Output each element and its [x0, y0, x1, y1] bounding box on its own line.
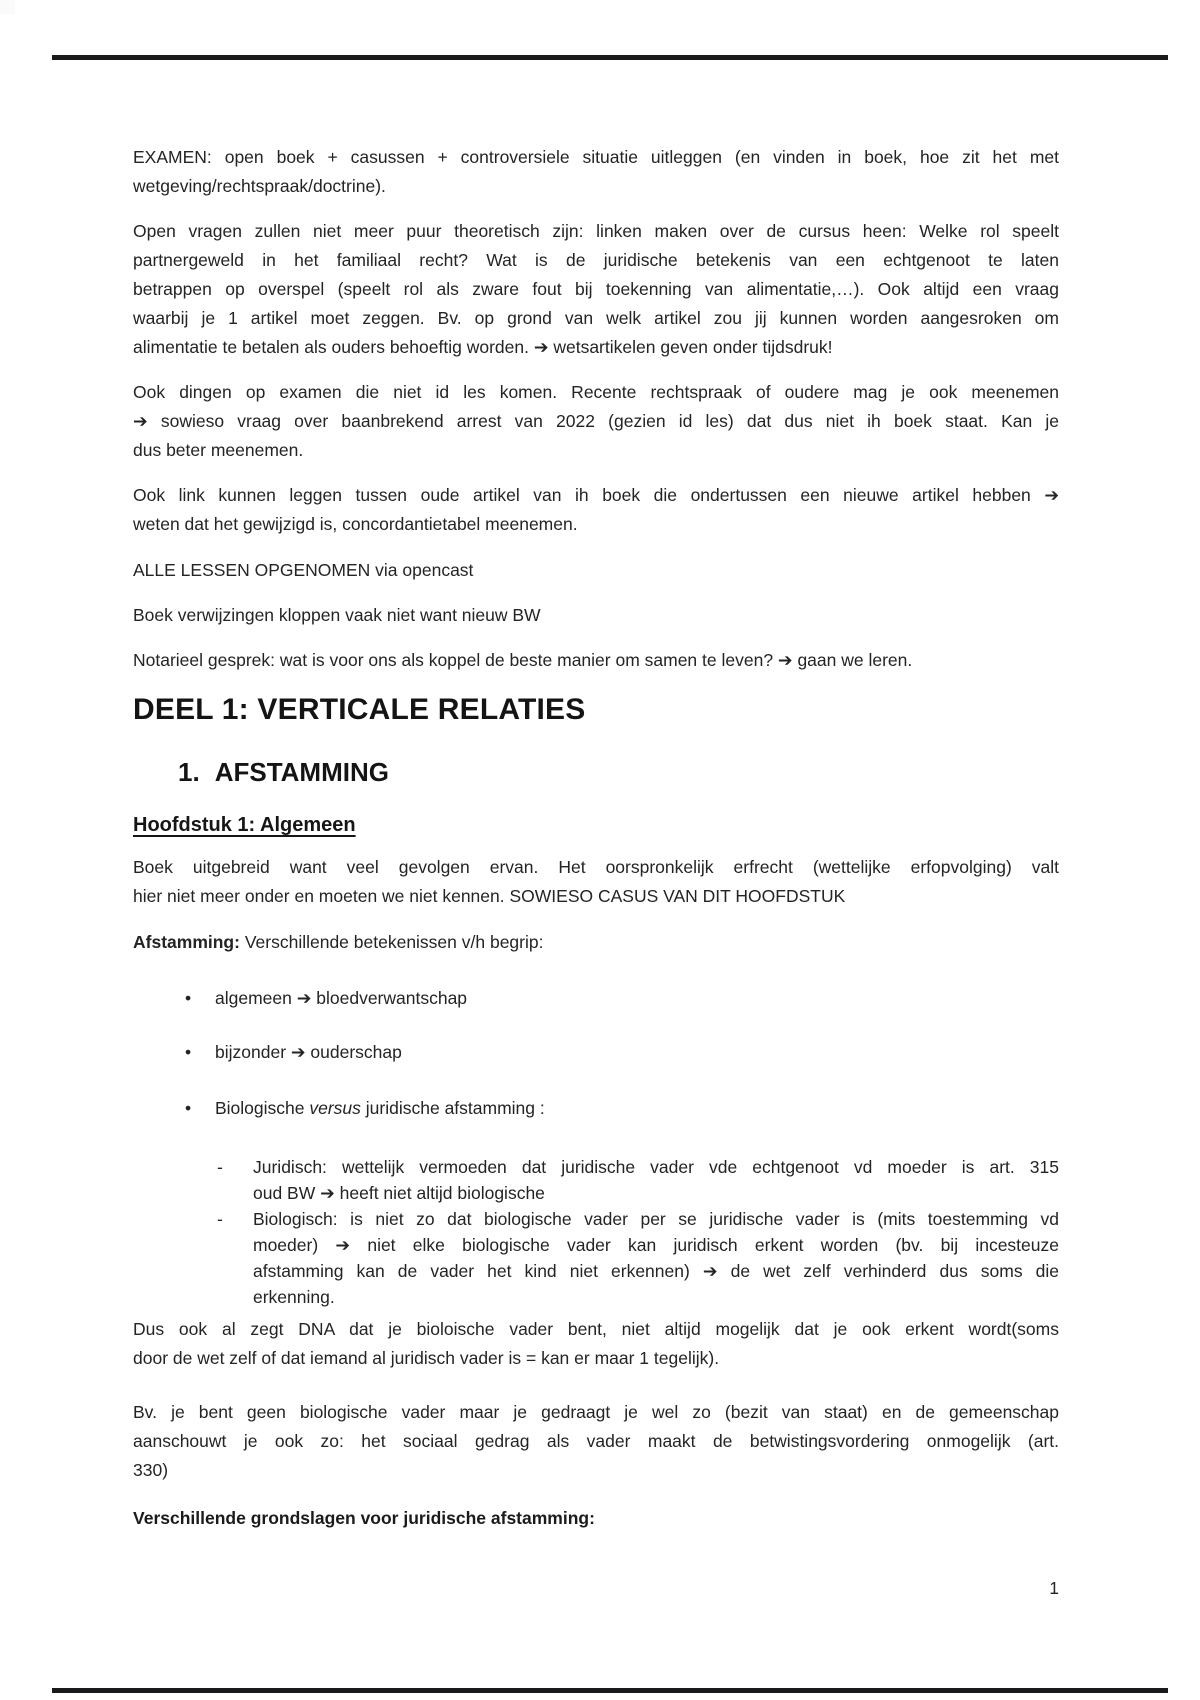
- text-line: partnergeweld in het familiaal recht? Wat is de juridische betekenis van een echtgenoot te laten: [133, 250, 1059, 270]
- text-line: erkenning.: [253, 1287, 335, 1307]
- text-line: waarbij je 1 artikel moet zeggen. Bv. op grond van welk artikel zou jij kunnen worden aangesroken om: [133, 308, 1059, 328]
- dash-marker: -: [217, 1209, 223, 1229]
- paragraph-boek-uitgebreid: [133, 853, 1059, 911]
- page-rule-bottom: [52, 1688, 1168, 1693]
- text-line: Verschillende betekenissen v/h begrip:: [239, 932, 544, 952]
- text-line: Ook link kunnen leggen tussen oude artikel van ih boek die ondertussen een nieuwe artikel hebben ➔: [133, 485, 1059, 505]
- text-line: Boek uitgebreid want veel gevolgen ervan. Het oorspronkelijk erfrecht (wettelijke erfopvolging) valt: [133, 857, 1059, 877]
- bold-lead: Afstamming:: [133, 932, 240, 952]
- heading-afstamming: [133, 755, 1059, 789]
- paragraph-ook-link: [133, 481, 1059, 539]
- paragraph-notarieel: [133, 646, 1059, 675]
- text-line: betrappen op overspel (speelt rol als zware fout bij toekenning van alimentatie,…). Ook altijd een vraag: [133, 279, 1059, 299]
- text-line: door de wet zelf of dat iemand al juridisch vader is = kan er maar 1 tegelijk).: [133, 1348, 720, 1368]
- text-line: dus beter meenemen.: [133, 440, 304, 460]
- bullet-text: bijzonder ➔ ouderschap: [215, 1042, 402, 1062]
- heading-deel-1: DEEL 1: VERTICALE RELATIES: [133, 693, 586, 726]
- text-line: Dus ook al zegt DNA dat je bioloische vader bent, niet altijd mogelijk dat je ook erkent wordt(soms: [133, 1319, 1059, 1339]
- bullet-marker: •: [185, 1042, 192, 1062]
- page-rule-top: [52, 55, 1168, 60]
- text-line: ALLE LESSEN OPGENOMEN via opencast: [133, 560, 474, 580]
- bullet-text: Biologische: [215, 1098, 310, 1118]
- page-number: 1: [1049, 1578, 1059, 1598]
- bullet-item-algemeen: [133, 984, 1059, 1013]
- document-content: [133, 143, 1059, 1533]
- sub-bullet-item-biologisch: [133, 1206, 1059, 1310]
- text-line: Biologisch: is niet zo dat biologische vader per se juridische vader is (mits toestemming vd: [253, 1209, 1059, 1229]
- text-line: Verschillende grondslagen voor juridische afstamming:: [133, 1508, 595, 1528]
- paragraph-ook-dingen: [133, 378, 1059, 465]
- text-line: Boek verwijzingen kloppen vaak niet want nieuw BW: [133, 605, 541, 625]
- text-line: Open vragen zullen niet meer puur theoretisch zijn: linken maken over de cursus heen: Welke rol speelt: [133, 221, 1059, 241]
- text-line: 330): [133, 1460, 169, 1480]
- bullet-text: juridische afstamming :: [360, 1098, 545, 1118]
- bullet-item-bijzonder: [133, 1038, 1059, 1067]
- paragraph-examen: [133, 143, 1059, 201]
- text-line: weten dat het gewijzigd is, concordantietabel meenemen.: [133, 514, 578, 534]
- text-line: Juridisch: wettelijk vermoeden dat juridische vader vde echtgenoot vd moeder is art. 315: [253, 1157, 1059, 1177]
- bullet-text: algemeen ➔ bloedverwantschap: [215, 988, 468, 1008]
- text-line: Bv. je bent geen biologische vader maar je gedraagt je wel zo (bezit van staat) en de gemeenschap: [133, 1402, 1059, 1422]
- paragraph-open-vragen: [133, 217, 1059, 362]
- paragraph-bezit-van-staat: [133, 1398, 1059, 1485]
- paragraph-alle-lessen: [133, 556, 1059, 585]
- text-line: Ook dingen op examen die niet id les komen. Recente rechtspraak of oudere mag je ook meenemen: [133, 382, 1059, 402]
- text-line: afstamming kan de vader het kind niet erkennen) ➔ de wet zelf verhinderd dus soms die: [253, 1261, 1059, 1281]
- text-line: wetgeving/rechtspraak/doctrine).: [133, 176, 386, 196]
- heading-text: AFSTAMMING: [214, 757, 389, 787]
- paragraph-afstamming-begrip: [133, 928, 1059, 957]
- text-line: ➔ sowieso vraag over baanbrekend arrest van 2022 (gezien id les) dat dus niet ih boek staat. Kan je: [133, 411, 1059, 431]
- corner-artifact: [0, 0, 15, 14]
- sub-bullet-list: [133, 1154, 1059, 1310]
- sub-bullet-item-juridisch: [133, 1154, 1059, 1206]
- bullet-marker: •: [185, 1098, 192, 1118]
- heading-number: 1.: [178, 757, 200, 787]
- bullet-item-biologische-versus: [133, 1094, 1059, 1123]
- text-line: alimentatie te betalen als ouders behoeftig worden. ➔ wetsartikelen geven onder tijdsdruk!: [133, 337, 833, 357]
- paragraph-dus-ook: [133, 1315, 1059, 1373]
- paragraph-grondslagen: [133, 1504, 1059, 1533]
- text-line: Notarieel gesprek: wat is voor ons als koppel de beste manier om samen te leven? ➔ gaan we leren.: [133, 650, 913, 670]
- text-line: aanschouwt je ook zo: het sociaal gedrag als vader maakt de betwistingsvordering onmogelijk (art.: [133, 1431, 1059, 1451]
- dash-marker: -: [217, 1157, 223, 1177]
- paragraph-boek-verwijzingen: [133, 601, 1059, 630]
- bullet-marker: •: [185, 988, 192, 1008]
- heading-hoofdstuk-1: Hoofdstuk 1: Algemeen: [133, 814, 356, 836]
- text-line: EXAMEN: open boek + casussen + controversiele situatie uitleggen (en vinden in boek, hoe zit het met: [133, 147, 1059, 167]
- text-line: oud BW ➔ heeft niet altijd biologische: [253, 1183, 545, 1203]
- bullet-text-italic: versus: [309, 1098, 361, 1118]
- bullet-list: [133, 984, 1059, 1123]
- text-line: hier niet meer onder en moeten we niet kennen. SOWIESO CASUS VAN DIT HOOFDSTUK: [133, 886, 846, 906]
- text-line: moeder) ➔ niet elke biologische vader kan juridisch erkent worden (bv. bij incesteuze: [253, 1235, 1059, 1255]
